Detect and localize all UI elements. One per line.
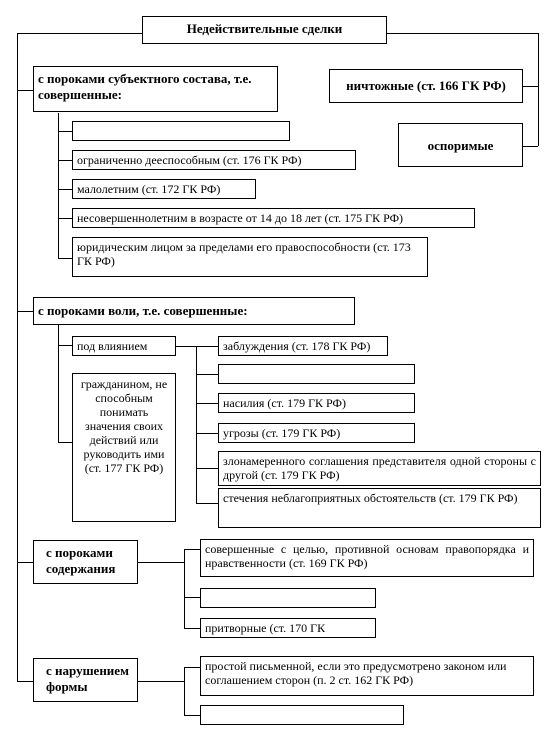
content-header: с пороками содержания: [33, 540, 138, 584]
void-transactions-box: ничтожные (ст. 166 ГК РФ): [329, 69, 523, 103]
subject-item-5: юридическим лицом за пределами его правоспособности (ст. 173 ГК РФ): [72, 237, 428, 277]
subject-item-2: ограниченно дееспособным (ст. 176 ГК РФ): [72, 150, 356, 170]
subject-item-1: [72, 121, 290, 141]
influence-box: под влиянием: [72, 336, 176, 356]
will-item-4: угрозы (ст. 179 ГК РФ): [218, 423, 415, 443]
will-item-5: злонамеренного соглашения представителя одной стороны с другой (ст. 179 ГК РФ): [218, 451, 541, 486]
subject-item-4: несовершеннолетним в возрасте от 14 до 18 лет (ст. 175 ГК РФ): [72, 208, 475, 228]
form-item-1: простой письменной, если это предусмотрено законом или соглашением сторон (п. 2 ст. 162 ГК РФ): [200, 656, 534, 696]
will-item-2: [218, 364, 415, 384]
subject-header: с пороками субъектного состава, т.е. совершенные:: [33, 66, 278, 112]
subject-item-3: малолетним (ст. 172 ГК РФ): [72, 179, 256, 199]
content-item-3: притворные (ст. 170 ГК: [200, 618, 376, 638]
form-item-2: [200, 705, 404, 725]
incapable-citizen-box: гражданином, не способным понимать значения своих действий или руководить ими (ст. 177 ГК РФ): [72, 373, 176, 522]
content-item-2: [200, 588, 376, 608]
will-item-1: заблуждения (ст. 178 ГК РФ): [218, 336, 388, 356]
voidable-transactions-box: оспоримые: [398, 123, 523, 167]
will-item-6: стечения неблагоприятных обстоятельств (ст. 179 ГК РФ): [218, 488, 541, 528]
will-item-3: насилия (ст. 179 ГК РФ): [218, 393, 415, 413]
will-header: с пороками воли, т.е. совершенные:: [33, 297, 355, 325]
content-item-1: совершенные с целью, противной основам правопорядка и нравственности (ст. 169 ГК РФ): [200, 539, 534, 577]
form-header: с нарушением формы: [33, 658, 138, 702]
diagram-title: Недействительные сделки: [142, 16, 387, 44]
